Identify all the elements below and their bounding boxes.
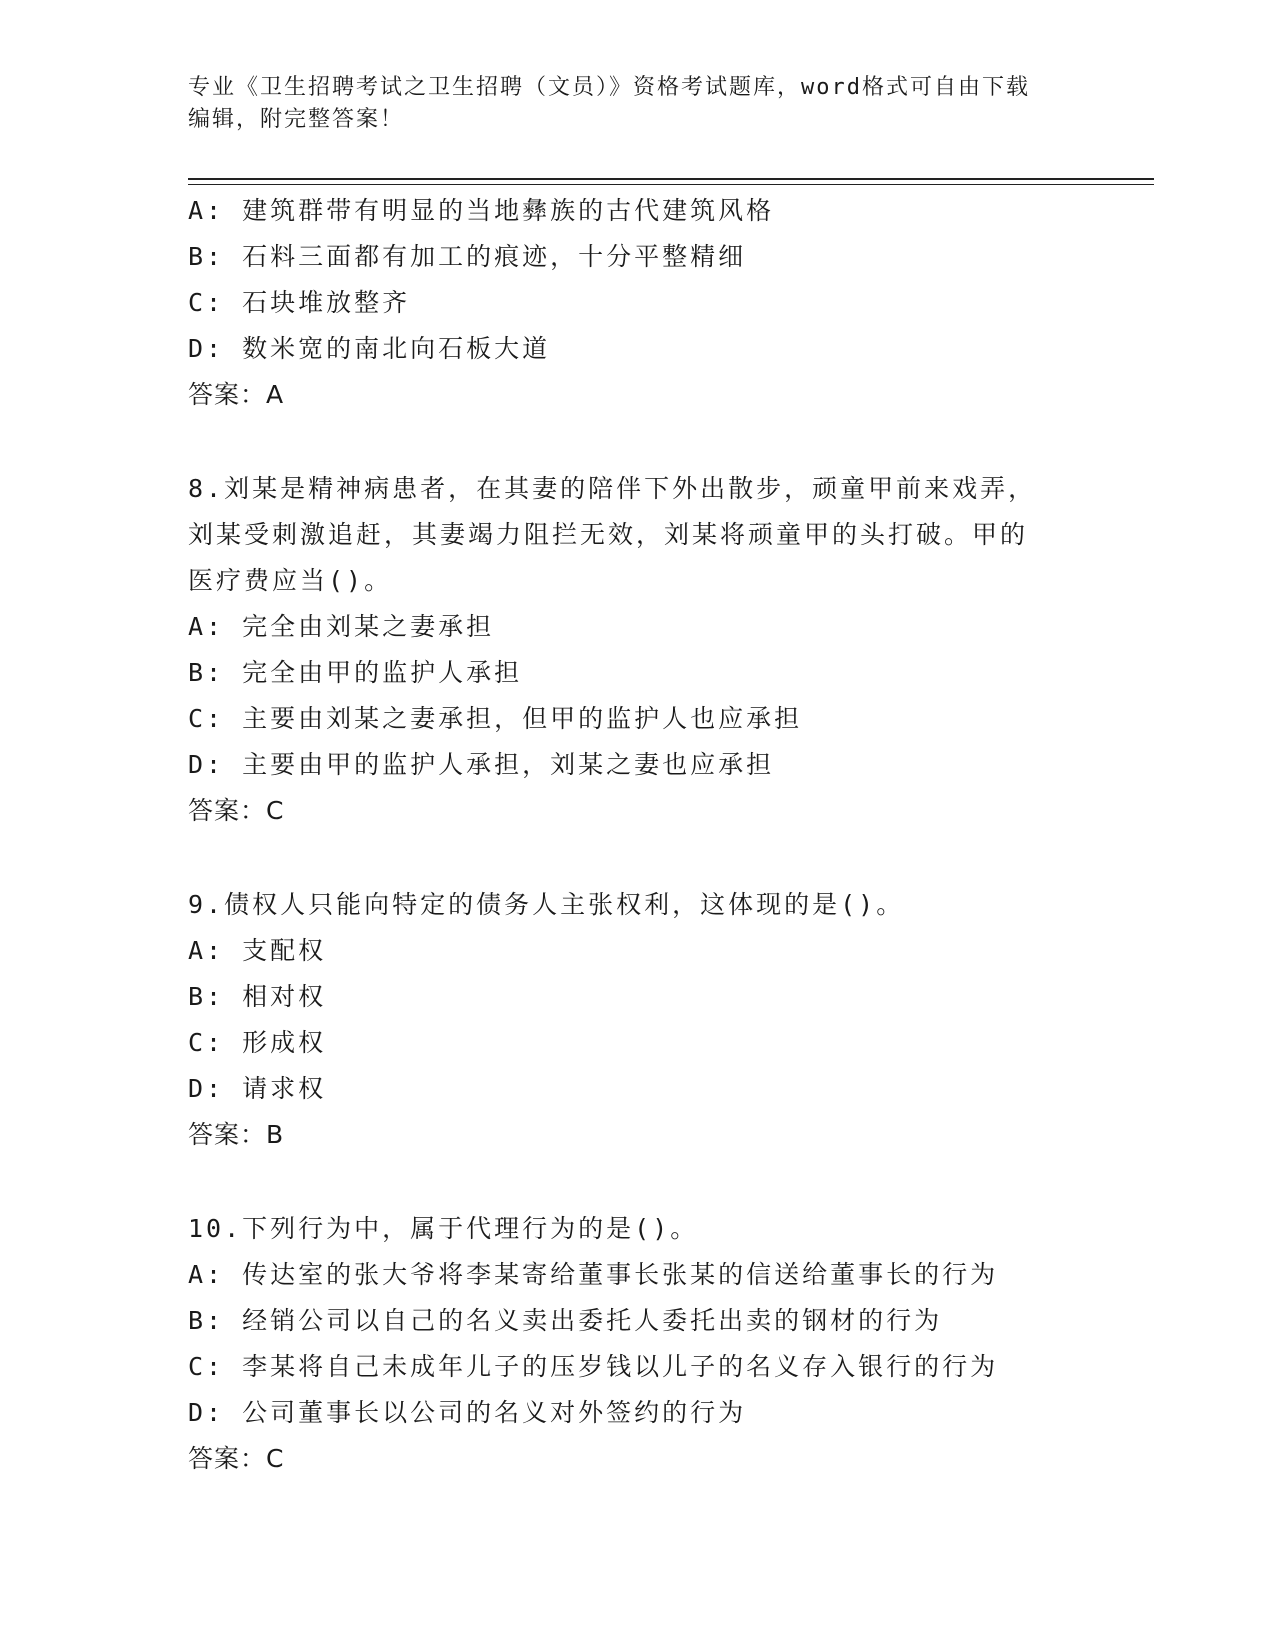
option-c: C: 形成权 xyxy=(188,1028,327,1057)
question-stem-line: 10.下列行为中，属于代理行为的是()。 xyxy=(188,1214,699,1243)
question-stem-line: 8.刘某是精神病患者，在其妻的陪伴下外出散步，顽童甲前来戏弄， xyxy=(188,474,1037,503)
option-b: B: 完全由甲的监护人承担 xyxy=(188,658,523,687)
answer: 答案：B xyxy=(188,1120,285,1149)
answer: 答案：C xyxy=(188,796,285,825)
question-9 xyxy=(188,882,1148,1158)
question-spacer xyxy=(188,834,1148,882)
option-d: D: 公司董事长以公司的名义对外签约的行为 xyxy=(188,1398,747,1427)
option-c: C: 主要由刘某之妻承担，但甲的监护人也应承担 xyxy=(188,704,803,733)
question-spacer xyxy=(188,1158,1148,1206)
question-list xyxy=(188,188,1148,1482)
option-c: C: 石块堆放整齐 xyxy=(188,288,411,317)
answer: 答案：A xyxy=(188,380,285,409)
option-b: B: 石料三面都有加工的痕迹，十分平整精细 xyxy=(188,242,747,271)
option-a: A: 传达室的张大爷将李某寄给董事长张某的信送给董事长的行为 xyxy=(188,1260,999,1289)
option-a: A: 完全由刘某之妻承担 xyxy=(188,612,495,641)
question-spacer xyxy=(188,418,1148,466)
option-d: D: 主要由甲的监护人承担，刘某之妻也应承担 xyxy=(188,750,775,779)
option-c: C: 李某将自己未成年儿子的压岁钱以儿子的名义存入银行的行为 xyxy=(188,1352,999,1381)
header-divider-thick xyxy=(188,178,1154,180)
option-a: A: 建筑群带有明显的当地彝族的古代建筑风格 xyxy=(188,196,775,225)
header-line-2: 编辑，附完整答案！ xyxy=(188,107,405,132)
question-stem-line: 刘某受刺激追赶，其妻竭力阻拦无效，刘某将顽童甲的头打破。甲的 xyxy=(188,520,1029,549)
option-d: D: 请求权 xyxy=(188,1074,327,1103)
question-8 xyxy=(188,466,1148,834)
option-b: B: 经销公司以自己的名义卖出委托人委托出卖的钢材的行为 xyxy=(188,1306,943,1335)
header-divider-thin xyxy=(188,184,1154,185)
option-a: A: 支配权 xyxy=(188,936,327,965)
question-7 xyxy=(188,188,1148,418)
question-stem-line: 9.债权人只能向特定的债务人主张权利，这体现的是()。 xyxy=(188,890,905,919)
document-header xyxy=(188,72,1068,136)
header-line-1: 专业《卫生招聘考试之卫生招聘（文员）》资格考试题库，word格式可自由下载 xyxy=(188,75,1030,100)
option-b: B: 相对权 xyxy=(188,982,327,1011)
answer: 答案：C xyxy=(188,1444,285,1473)
question-10 xyxy=(188,1206,1148,1482)
question-stem-line: 医疗费应当()。 xyxy=(188,566,393,595)
option-d: D: 数米宽的南北向石板大道 xyxy=(188,334,551,363)
